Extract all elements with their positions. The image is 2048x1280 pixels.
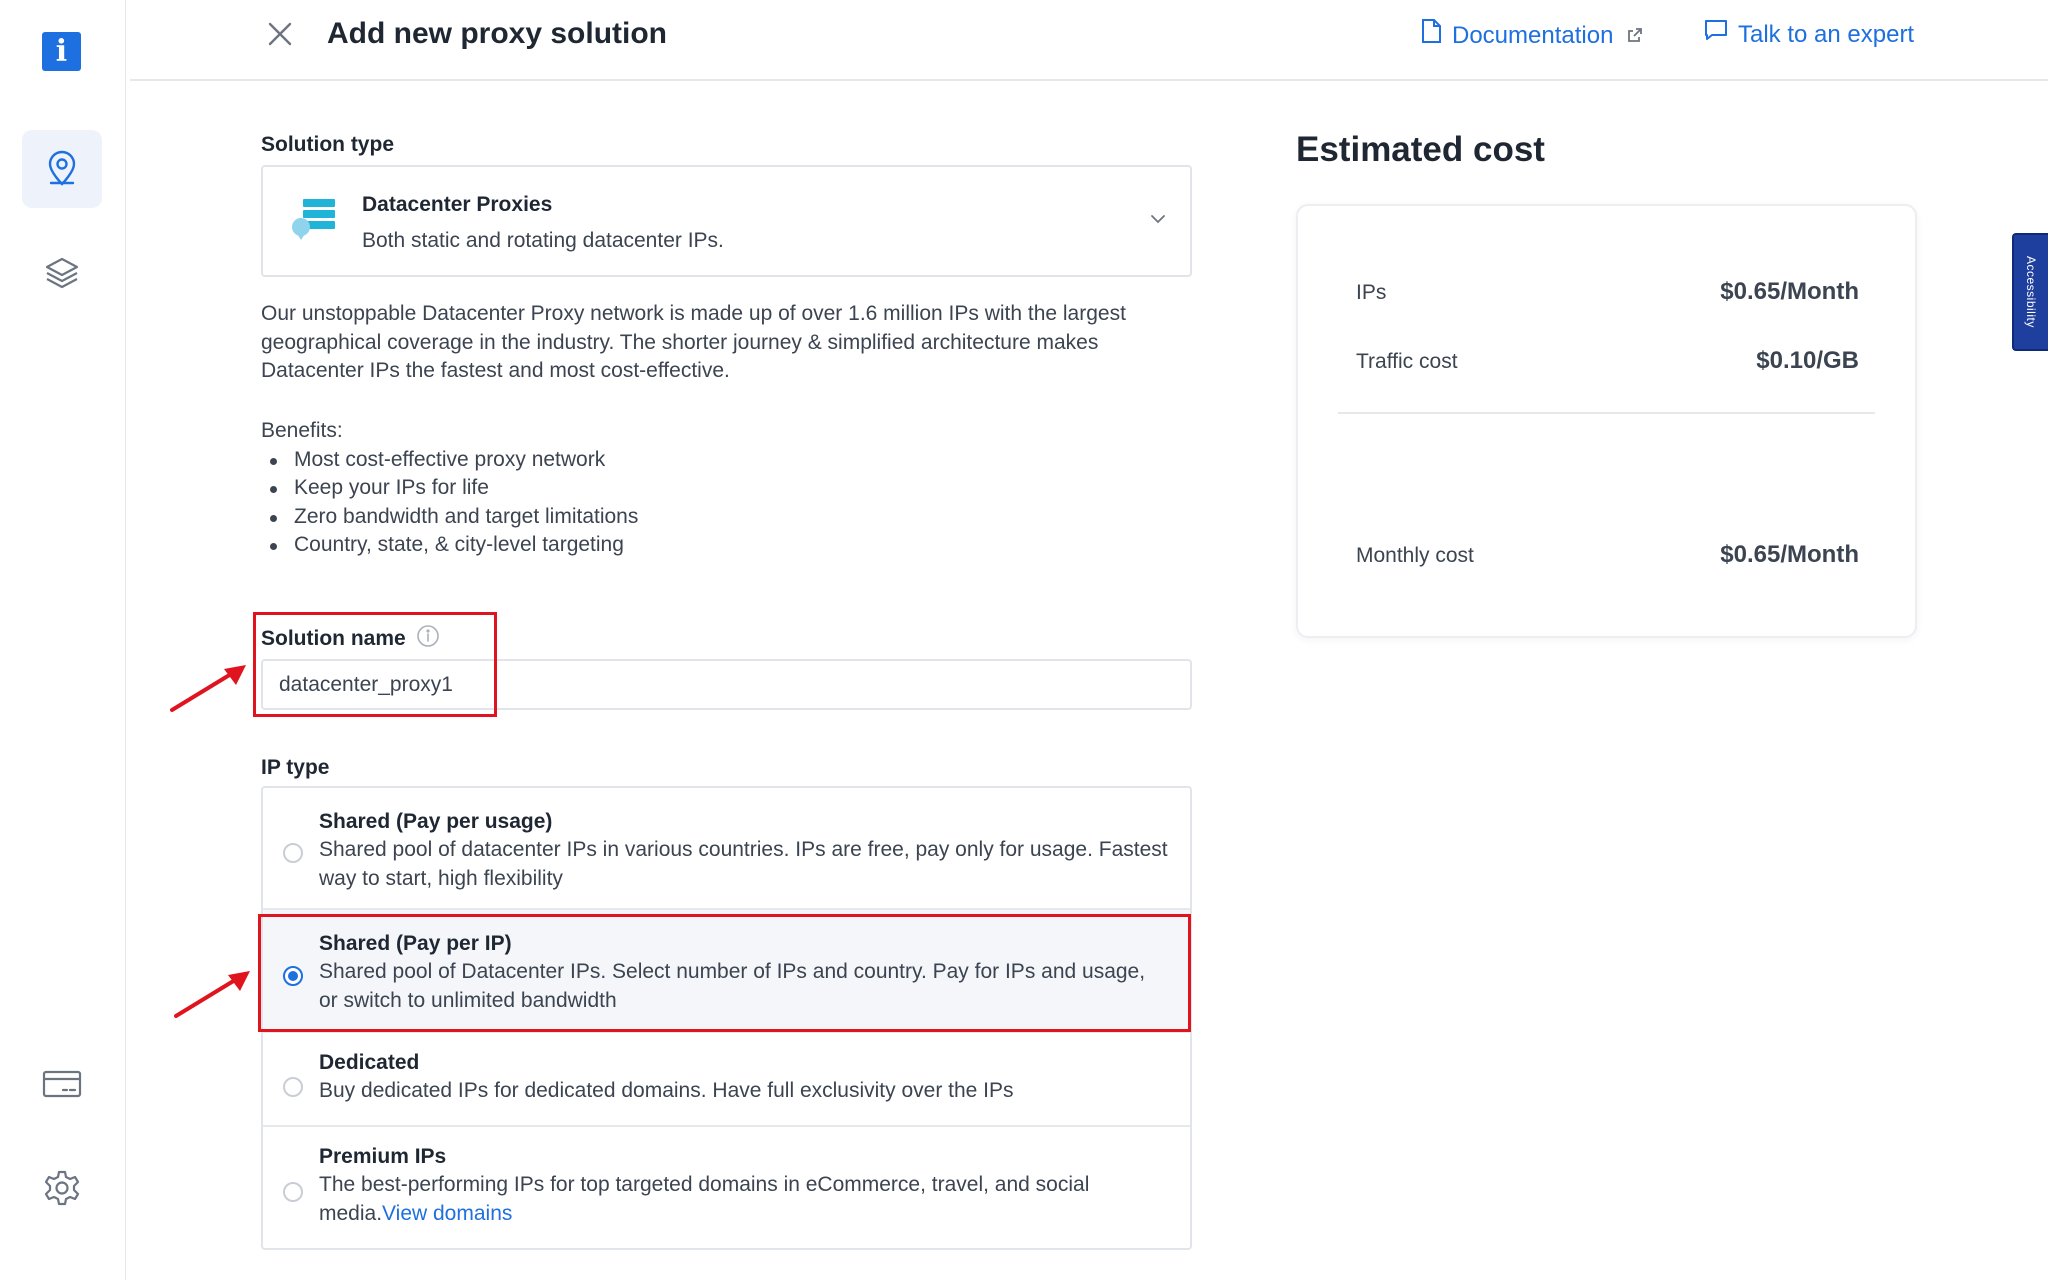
solution-type-title: Datacenter Proxies [362,193,553,216]
ip-type-label: IP type [261,756,330,779]
option-title: Shared (Pay per IP) [319,932,512,955]
datacenter-server-icon [291,197,337,248]
chevron-down-icon [1150,211,1166,229]
documentation-label: Documentation [1452,22,1614,49]
cost-row-traffic [1356,347,1859,375]
monthly-cost-label: Monthly cost [1356,544,1474,567]
option-description-text: The best-performing IPs for top targeted domains in eCommerce, travel, and social media. [319,1173,1090,1225]
list-item: Zero bandwidth and target limitations [261,503,1192,532]
cost-row-monthly [1356,541,1859,569]
radio-button[interactable] [283,1182,303,1202]
talk-to-expert-link[interactable] [1704,18,1914,52]
solution-type-label: Solution type [261,133,394,156]
monthly-cost-value: $0.65/Month [1720,541,1859,568]
close-button[interactable] [262,18,298,54]
radio-button[interactable] [283,843,303,863]
close-icon [267,21,293,52]
sidebar-item-location[interactable] [22,130,102,208]
sidebar [0,0,126,1280]
sidebar-item-billing[interactable] [22,1045,102,1123]
credit-card-icon [42,1069,82,1099]
gear-icon [43,1169,81,1207]
annotation-box [253,612,497,717]
option-title: Shared (Pay per usage) [319,810,553,833]
option-title: Dedicated [319,1051,420,1074]
cost-value: $0.65/Month [1720,278,1859,305]
annotation-arrow [170,966,256,1022]
annotation-arrow [166,660,252,716]
location-pin-icon [45,150,79,188]
benefits-section [261,417,1192,560]
estimated-cost-title: Estimated cost [1296,130,1545,169]
cost-label: Traffic cost [1356,350,1458,373]
ip-type-option-premium[interactable] [263,1127,1190,1249]
layers-icon [43,254,81,292]
chat-icon [1704,18,1728,52]
solution-description: Our unstoppable Datacenter Proxy network is made up of over 1.6 million IPs with the largest geographical coverage in the industry. The shorter journey & simplified architecture makes Datacenter IPs the fastest and most cost-effective. [261,302,1126,382]
talk-to-expert-label: Talk to an expert [1738,21,1915,48]
radio-button[interactable] [283,1077,303,1097]
option-description [319,1171,1169,1228]
option-title: Premium IPs [319,1145,447,1168]
sidebar-item-layers[interactable] [22,234,102,312]
accessibility-label: Accessibility [2024,256,2038,328]
cost-row-ips [1356,278,1859,306]
logo[interactable]: i [42,32,81,71]
ip-type-option-dedicated[interactable] [263,1033,1190,1127]
solution-type-subtitle: Both static and rotating datacenter IPs. [362,229,724,252]
solution-name-label: Solution name [261,626,406,650]
documentation-link[interactable] [1420,18,1643,54]
benefits-heading: Benefits: [261,419,343,442]
option-description: Shared pool of Datacenter IPs. Select number of IPs and country. Pay for IPs and usage, or switch to unlimited bandwidth [319,960,1146,1012]
external-link-icon [1627,19,1643,53]
option-description: Shared pool of datacenter IPs in various countries. IPs are free, pay only for usage. Fastest way to start, high flexibility [319,838,1168,890]
page-title: Add new proxy solution [327,17,668,50]
document-icon [1420,18,1442,54]
solution-type-select[interactable] [261,165,1192,277]
cost-card [1296,204,1917,638]
cost-value: $0.10/GB [1756,347,1859,374]
view-domains-link[interactable]: View domains [382,1201,513,1225]
sidebar-item-settings[interactable] [22,1149,102,1227]
list-item: Country, state, & city-level targeting [261,531,1192,560]
divider [1338,412,1875,414]
list-item: Keep your IPs for life [261,474,1192,503]
list-item: Most cost-effective proxy network [261,446,1192,475]
ip-type-option-shared-usage[interactable] [263,788,1190,910]
benefits-list [261,446,1192,560]
accessibility-tab[interactable] [2012,233,2048,351]
annotation-box [258,914,1191,1032]
cost-label: IPs [1356,281,1387,304]
option-description: Buy dedicated IPs for dedicated domains. Have full exclusivity over the IPs [319,1079,1014,1102]
